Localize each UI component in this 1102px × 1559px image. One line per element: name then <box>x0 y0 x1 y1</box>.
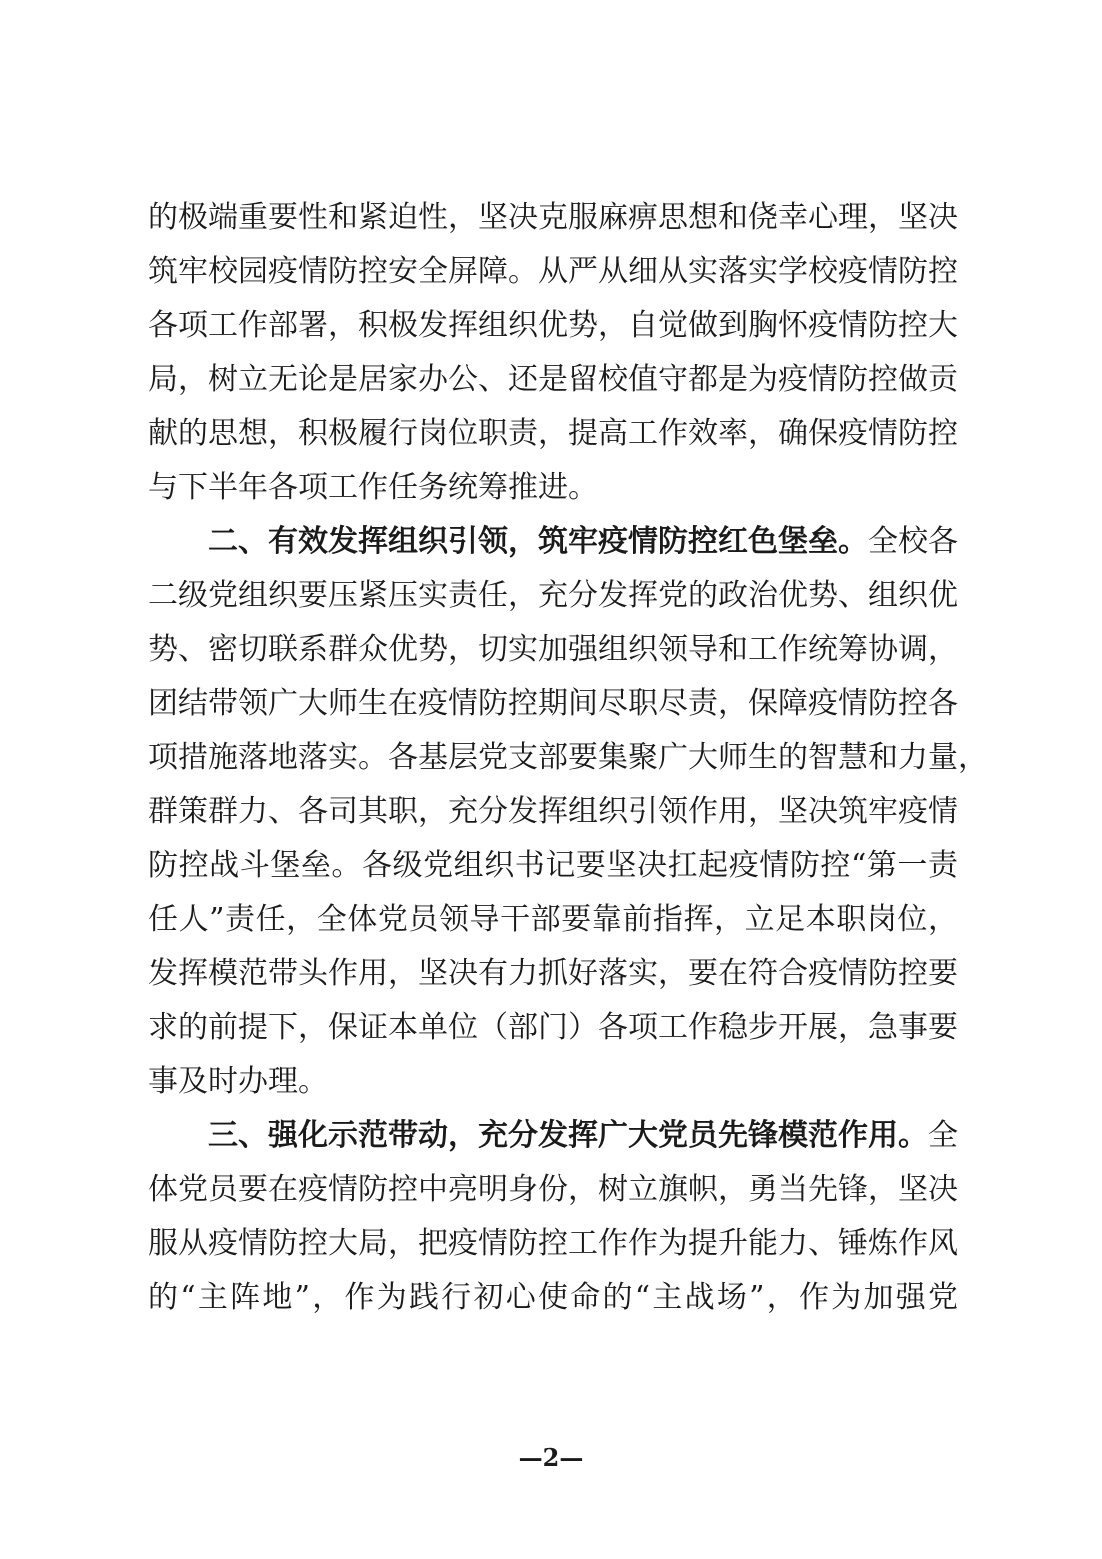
section-3-line: 的“主阵地”，作为践行初心使命的“主战场”，作为加强党 <box>148 1280 958 1315</box>
section-2-line: 群策群力、各司其职，充分发挥组织引领作用，坚决筑牢疫情 <box>148 794 958 829</box>
section-2-line: 求的前提下，保证本单位（部门）各项工作稳步开展，急事要 <box>148 1010 958 1045</box>
section-3-line: 体党员要在疫情防控中亮明身份，树立旗帜，勇当先锋，坚决 <box>148 1172 958 1207</box>
body-line: 各项工作部署，积极发挥组织优势，自觉做到胸怀疫情防控大 <box>148 308 958 343</box>
page-number: —2— <box>518 1443 584 1472</box>
section-2-line: 二级党组织要压紧压实责任，充分发挥党的政治优势、组织优 <box>148 578 958 613</box>
section-2-heading: 二、有效发挥组织引领，筑牢疫情防控红色堡垒。 <box>208 524 868 559</box>
section-2-line: 发挥模范带头作用，坚决有力抓好落实，要在符合疫情防控要 <box>148 956 958 991</box>
section-2-line: 任人”责任，全体党员领导干部要靠前指挥，立足本职岗位， <box>148 902 958 937</box>
section-2-line: 防控战斗堡垒。各级党组织书记要坚决扛起疫情防控“第一责 <box>148 848 958 883</box>
section-3-line: 服从疫情防控大局，把疫情防控工作作为提升能力、锤炼作风 <box>148 1226 958 1261</box>
section-3-first-line <box>148 1116 958 1156</box>
section-2-line: 项措施落地落实。各基层党支部要集聚广大师生的智慧和力量， <box>148 740 988 775</box>
body-line: 的极端重要性和紧迫性，坚决克服麻痹思想和侥幸心理，坚决 <box>148 200 958 235</box>
section-2-first-line <box>148 522 958 562</box>
section-2-line: 事及时办理。 <box>148 1064 328 1099</box>
body-line: 局，树立无论是居家办公、还是留校值守都是为疫情防控做贡 <box>148 362 958 397</box>
section-2-line: 势、密切联系群众优势，切实加强组织领导和工作统筹协调， <box>148 632 958 667</box>
section-2-line: 团结带领广大师生在疫情防控期间尽职尽责，保障疫情防控各 <box>148 686 958 721</box>
body-line: 献的思想，积极履行岗位职责，提高工作效率，确保疫情防控 <box>148 416 958 451</box>
section-3-heading-tail: 全 <box>928 1118 958 1153</box>
body-line: 与下半年各项工作任务统筹推进。 <box>148 470 598 505</box>
body-line: 筑牢校园疫情防控安全屏障。从严从细从实落实学校疫情防控 <box>148 254 958 289</box>
section-3-heading: 三、强化示范带动，充分发挥广大党员先锋模范作用。 <box>208 1118 928 1153</box>
section-2-heading-tail: 全校各 <box>868 524 958 559</box>
